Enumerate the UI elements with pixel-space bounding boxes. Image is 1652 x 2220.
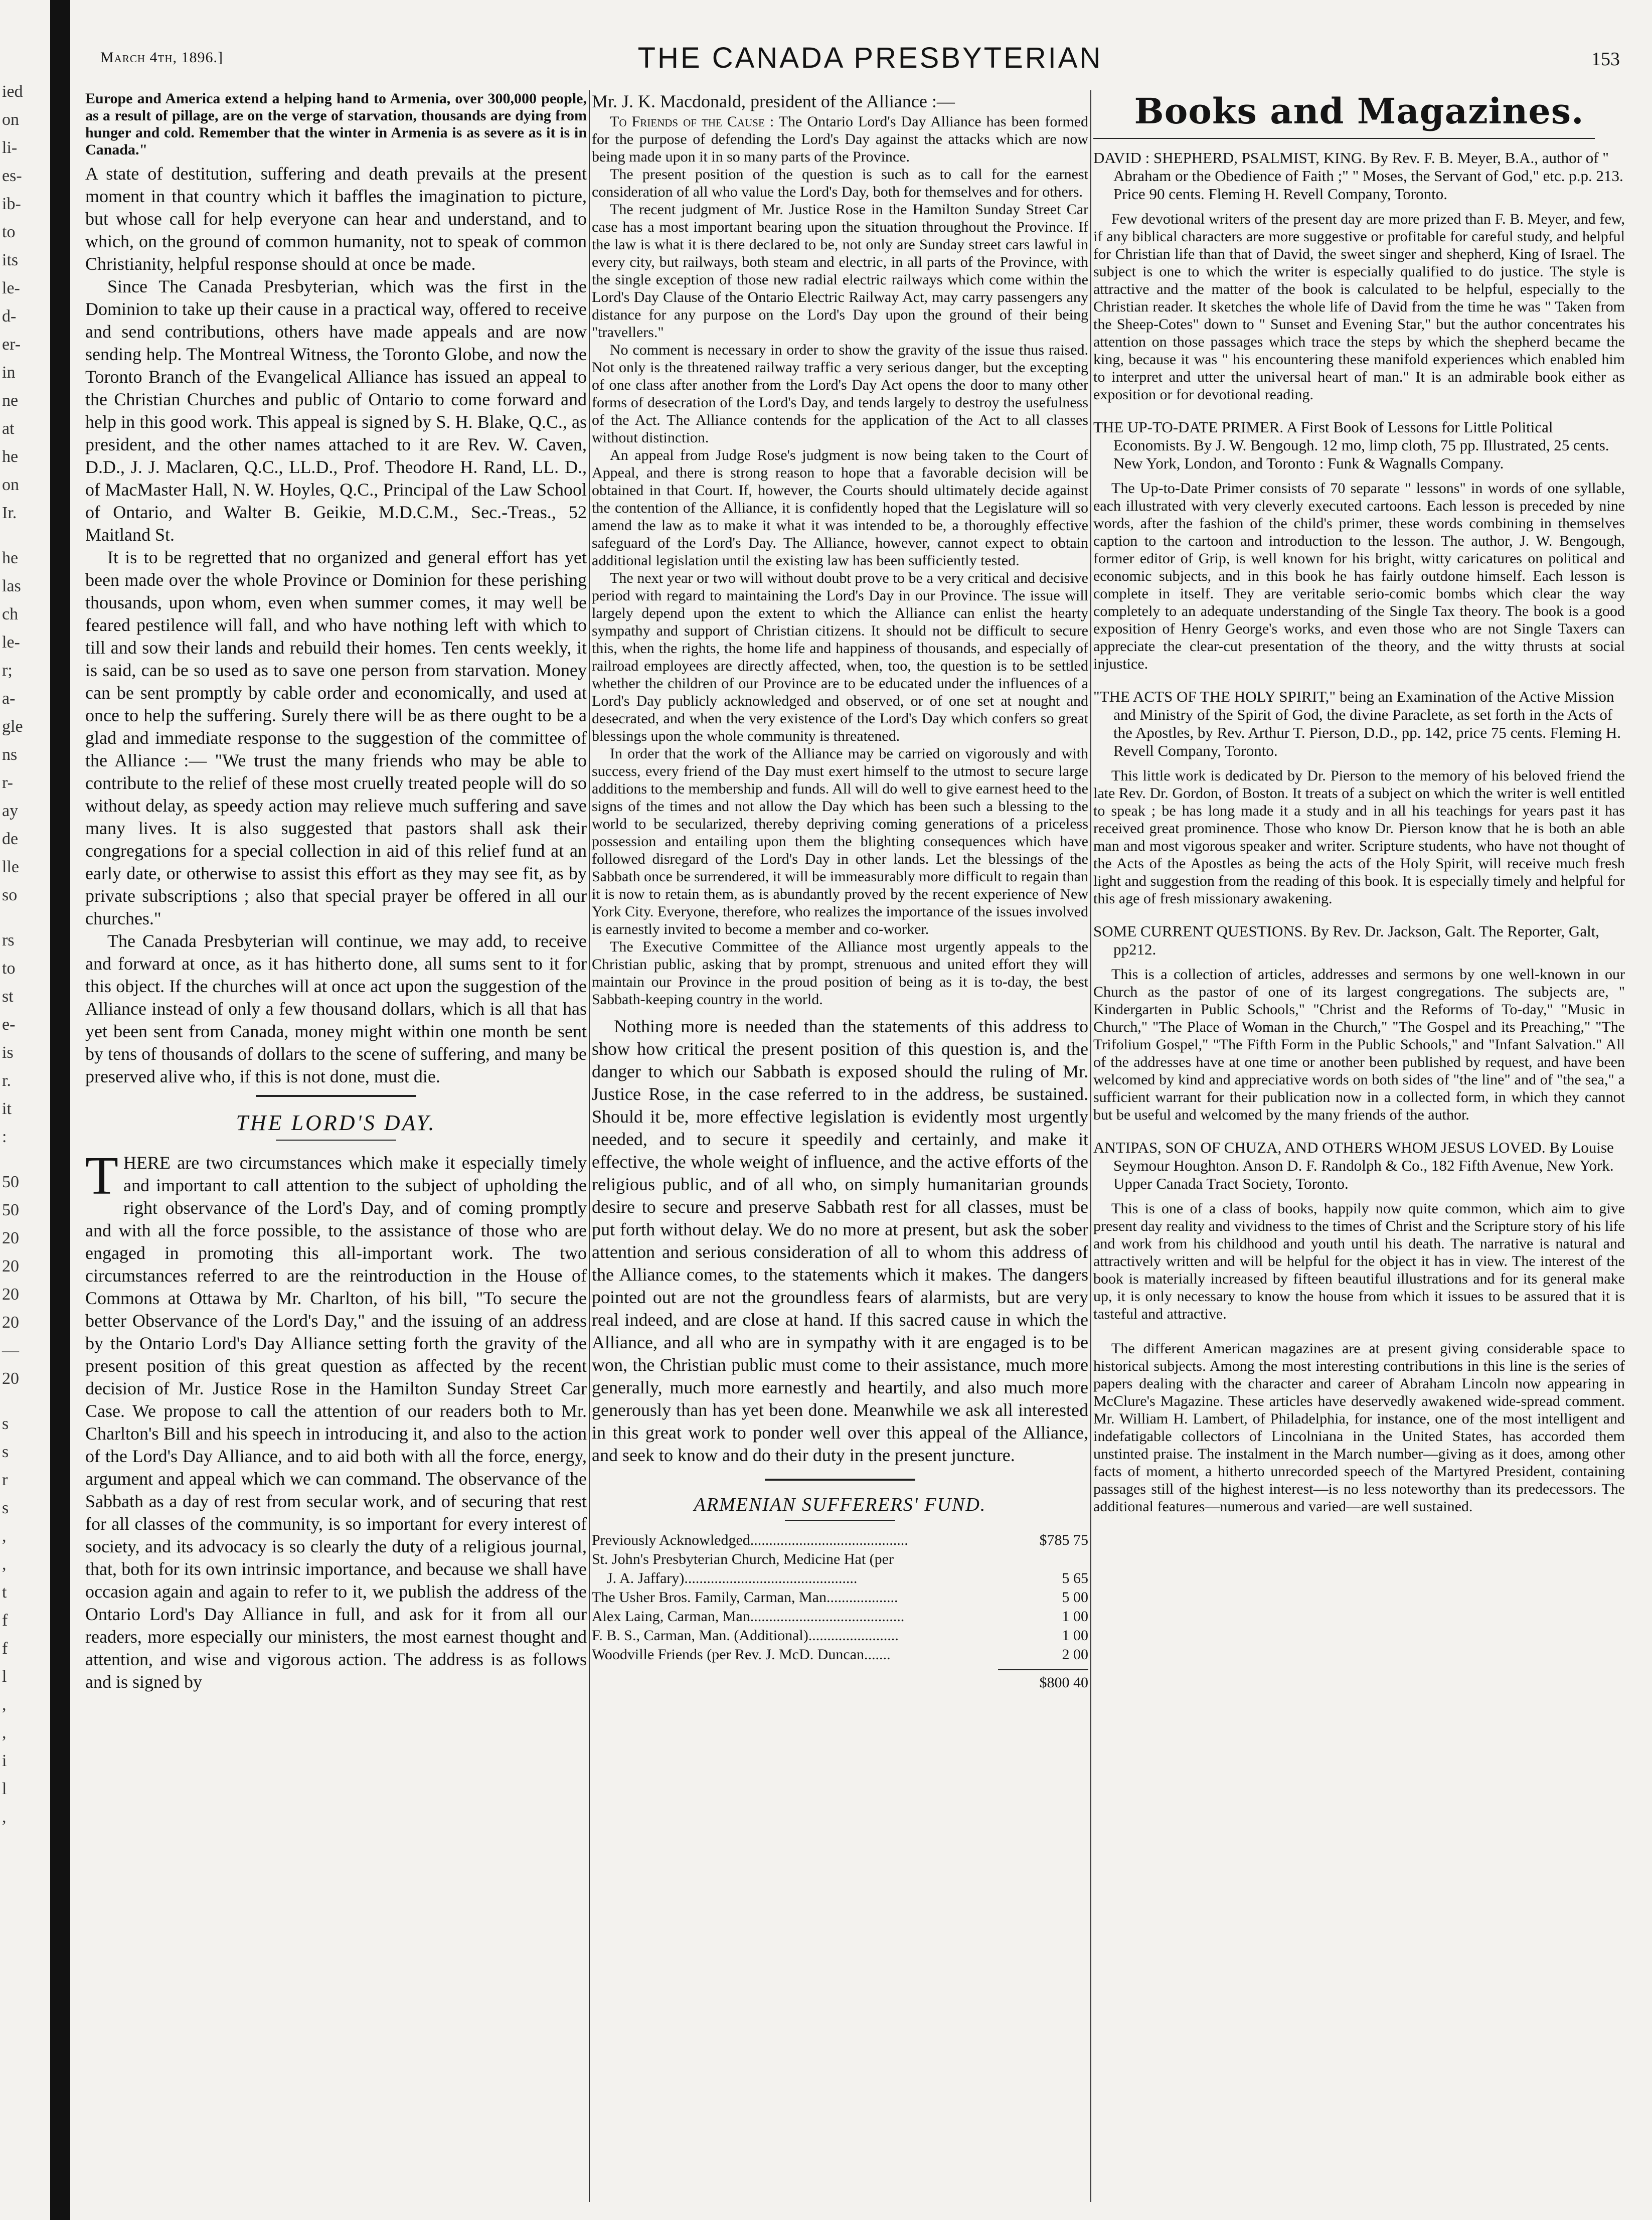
armenia-paragraph: Since The Canada Presbyterian, which was the first in the Dominion to take up their cause in a practical way, offered to receive and send contributions, others have made appeals and are now sending help. The Montreal Witness, the Toronto Globe, and now the Toronto Branch of the Evangelical Alliance has issued an appeal to the Christian Churches and public of Ontario to come forward and help in this good work. This appeal is signed by S. H. Blake, Q.C., as president, and the other names attached to it are Rev. W. Caven, D.D., J. J. Maclaren, Q.C., LL.D., Prof. Theodore H. Rand, LL. D., of MacMaster Hall, N. W. Hoyles, Q.C., Principal of the Law School of Ontario, and Walter B. Geikie, M.D.C.M., Sec.-Treas., 52 Maitland St. bbox=[85, 276, 587, 545]
fund-row-amount: 1 00 bbox=[1062, 1608, 1088, 1625]
fund-row-amount: 1 00 bbox=[1062, 1627, 1088, 1644]
gutter-fragment: to bbox=[2, 223, 16, 241]
gutter-fragment: ied bbox=[2, 82, 23, 101]
gutter-fragment: le- bbox=[2, 633, 20, 652]
gutter-fragment: , bbox=[2, 1723, 7, 1742]
gutter-fragment: er- bbox=[2, 335, 21, 354]
heading-underline bbox=[785, 1520, 895, 1521]
book-review-text: This little work is dedicated by Dr. Pierson to the memory of his beloved friend the late Rev. Dr. Gordon, of Boston. It treats of a subject on which the writer is well entitled to speak ; be has long made it a study and in all his teachings for years past it has received great prominence. Those who know Dr. Pierson know that he is both an able man and most vigorous speaker and writer. Scripture students, who have not thought of the Acts of the Apostles as being the acts of the Holy Spirit, will receive much fresh light and suggestion from the reading of this book. It is especially timely and helpful for this age of fresh missionary awakening. bbox=[1093, 767, 1625, 907]
lords-day-heading: THE LORD'S DAY. bbox=[236, 1111, 436, 1135]
gutter-fragment: r bbox=[2, 1471, 8, 1489]
book-review-text: This is a collection of articles, addresses and sermons by one well-known in our Church as the pastor of one of its largest congregations. The subjects are, " Kindergarten in Public Schools," "Christ and the Reforms of To-day," "Music in Church," "The Place of Woman in the Church," "The Gospel and its Preaching," "The Trifolium Gospel," "The Fifth Form in the Public Schools," and "Infant Salvation." All of the addresses have at one time or another been published by request, and have been welcomed by kind and appreciative words on both sides of "the line" and of "the sea," a sufficient warrant for their publication now in a collected form, in which they cannot but be useful and welcomed by the many friends of the author. bbox=[1093, 966, 1625, 1123]
gutter-fragment: f bbox=[2, 1611, 8, 1630]
gutter-fragment: its bbox=[2, 251, 19, 269]
address-paragraph: No comment is necessary in order to show the gravity of the issue thus raised. Not only is the threatened railway traffic a very serious danger, but the excepting of one class after another from the Lord's Day Act opens the door to many other forms of desecration of the Lord's Day, and tends largely to destroy the usefulness of the Act. The Alliance contends for the application of the Act to all classes without distinction. bbox=[592, 342, 1088, 446]
section-divider bbox=[256, 1095, 416, 1097]
gutter-fragment: it bbox=[2, 1099, 12, 1118]
gutter-fragment: s bbox=[2, 1443, 9, 1461]
fund-row bbox=[592, 1550, 1088, 1569]
gutter-fragment: s bbox=[2, 1499, 9, 1517]
gutter-fragment: d- bbox=[2, 307, 17, 326]
gutter-fragment: rs bbox=[2, 931, 15, 949]
fund-row-amount: 5 00 bbox=[1062, 1589, 1088, 1606]
fund-row-label: Previously Acknowledged.......................................... bbox=[592, 1532, 908, 1548]
book-title: THE UP-TO-DATE PRIMER. A First Book of Lessons for Little Political Economists. By J. W. Bengough. 12 mo, limp cloth, 75 pp. Illustrated, 25 cents. New York, London, and Toronto : Funk & Wagnalls Company. bbox=[1093, 418, 1609, 472]
gutter-fragment: r- bbox=[2, 773, 13, 792]
running-header bbox=[100, 41, 1640, 81]
gutter-fragment: 20 bbox=[2, 1285, 19, 1304]
gutter-fragment: 20 bbox=[2, 1257, 19, 1276]
gutter-fragment: l bbox=[2, 1667, 7, 1686]
gutter-fragment: he bbox=[2, 549, 19, 567]
fund-row-amount bbox=[1028, 1550, 1088, 1569]
total-rule bbox=[998, 1669, 1088, 1670]
fund-row-label: F. B. S., Carman, Man. (Additional)........................ bbox=[592, 1627, 899, 1644]
gutter-fragment: , bbox=[2, 1555, 7, 1573]
gutter-fragment: li- bbox=[2, 138, 18, 157]
salutation: To Friends of the Cause : bbox=[610, 113, 774, 130]
gutter-fragment: ib- bbox=[2, 195, 21, 213]
book-reviews bbox=[1093, 149, 1625, 1323]
gutter-fragment: , bbox=[2, 1527, 7, 1545]
fund-row-label: J. A. Jaffary).............................................. bbox=[607, 1570, 858, 1587]
lords-day-intro bbox=[85, 1146, 587, 1693]
gutter-fragment: las bbox=[2, 577, 21, 595]
gutter-fragment: is bbox=[2, 1043, 14, 1062]
fund-row-label: The Usher Bros. Family, Carman, Man................... bbox=[592, 1589, 898, 1606]
fund-row bbox=[592, 1531, 1088, 1550]
gutter-fragment: , bbox=[2, 1808, 7, 1826]
gutter-fragment: , bbox=[2, 1695, 7, 1714]
fund-row bbox=[592, 1607, 1088, 1626]
address-paragraph: The next year or two will without doubt prove to be a very critical and decisive period with regard to maintaining the Lord's Day in our Province. The issue will largely depend upon the extent to which the Alliance can enlist the hearty sympathy and support of Christian citizens. It should not be difficult to secure this, when the rights, the home life and happiness of thousands, and especially of railroad employees are directly affected, when, too, the question is to be settled whether the children of our Province are to be educated under the influences of a Lord's Day publicly acknowledged and observed, or of one set at nought and desecrated, and when the very existence of the Lord's Day which confers so great blessings upon the whole community is threatened. bbox=[592, 570, 1088, 744]
gutter-fragment: Ir. bbox=[2, 504, 17, 522]
armenia-paragraph: It is to be regretted that no organized and general effort has yet been made over the whole Province or Dominion for these perishing thousands, upon whom, even when summer comes, it may well be feared pestilence will fall, and who have nothing left with which to till and sow their lands and rebuild their homes. Ten cents weekly, it is said, can be so used as to save one person from starvation. Money can be sent promptly by cable order and economically, and used at once to help the suffering. Surely there will be as there ought to be a glad and immediate response to the suggestion of the committee of the Alliance :— "We trust the many friends who may be able to contribute to the relief of these most cruelly treated people will do so without delay, as speedy action may relieve much suffering and save many lives. It is also suggested that pastors shall ask their congregations for a special collection in aid of this relief fund at an early date, or otherwise to assist this effort as they may see fit, as by private subscriptions ; also that special prayer be offered in all our churches." bbox=[85, 547, 587, 928]
gutter-fragment: in bbox=[2, 363, 16, 382]
fund-row-amount: 5 65 bbox=[1062, 1570, 1088, 1587]
gutter-fragment: ns bbox=[2, 745, 18, 764]
gutter-fragment: 20 bbox=[2, 1313, 19, 1332]
fund-row bbox=[592, 1588, 1088, 1607]
gutter-fragment: at bbox=[2, 419, 15, 438]
fund-total: $800 40 bbox=[1039, 1674, 1088, 1691]
editorial-paragraph: Nothing more is needed than the statements of this address to show how critical the present position of this question is, and the danger to which our Sabbath is exposed should the ruling of Mr. Justice Rose, in the case referred to in the address, be sustained. Should it be, more effective legislation is evidently most urgently needed, and to secure it speedily and certainly, and make it effective, the whole weight of influence, and the active efforts of the religious public, and of all who, on simply humanitarian grounds desire to secure and preserve Sabbath rest for all classes, must be put forth without delay. We do no more at present, but ask the sober attention and serious consideration of all to whom this address of the Alliance comes, to the statements which it makes. The dangers pointed out are not the groundless fears of alarmists, but are very real indeed, and are close at hand. If this sacred cause in which the Alliance, and all who are in sympathy with it are engaged is to be won, the Christian public must come to their assistance, much more generally, much more earnestly and heartily, and also much more generously than has yet been done. Meanwhile we ask all interested in this great work to ponder well over this appeal of the Alliance, and seek to know and do their duty in the present juncture. bbox=[592, 1016, 1088, 1465]
gutter-fragment: on bbox=[2, 110, 19, 129]
title-rule bbox=[1093, 138, 1595, 139]
left-gutter bbox=[0, 0, 46, 2220]
gutter-fragment: l bbox=[2, 1780, 7, 1798]
column-rule bbox=[589, 90, 590, 2202]
column-rule bbox=[1090, 90, 1091, 2202]
drop-cap: T bbox=[85, 1146, 118, 1206]
section-divider bbox=[765, 1479, 915, 1481]
address-intro: Mr. J. K. Macdonald, president of the Alliance :— bbox=[592, 91, 955, 111]
fund-row bbox=[592, 1645, 1088, 1664]
armenia-paragraph: The Canada Presbyterian will continue, we may add, to receive and forward at once, as it has hitherto done, all sums sent to it for this object. If the churches will at once act upon the suggestion of the Alliance instead of only a few thousand dollars, which is all that has yet been sent from Canada, money might within one month be sent by tens of thousands of dollars to the scene of suffering, and many be preserved alive who, if this is not done, must die. bbox=[85, 931, 587, 1086]
fund-row bbox=[592, 1626, 1088, 1645]
gutter-fragment: ch bbox=[2, 605, 19, 623]
gutter-fragment: f bbox=[2, 1639, 8, 1658]
book-title: ANTIPAS, SON OF CHUZA, AND OTHERS WHOM JESUS LOVED. By Louise Seymour Houghton. Anson D. F. Randolph & Co., 182 Fifth Avenue, New York. Upper Canada Tract Society, Toronto. bbox=[1093, 1139, 1614, 1192]
book-title: DAVID : SHEPHERD, PSALMIST, KING. By Rev. F. B. Meyer, B.A., author of " Abraham or the Obedience of Faith ;" " Moses, the Servant of God," etc. p.p. 213. Price 90 cents. Fleming H. Revell Company, Toronto. bbox=[1093, 149, 1623, 203]
armenia-lead: Europe and America extend a helping hand to Armenia, over 300,000 people, as a result of pillage, are on the verge of starvation, thousands are dying from hunger and cold. Remember that the winter in Armenia is as severe as it is in Canada." bbox=[85, 90, 587, 158]
gutter-fragment: — bbox=[2, 1341, 19, 1360]
gutter-fragment: r. bbox=[2, 1071, 11, 1090]
gutter-fragment: : bbox=[2, 1128, 7, 1146]
address-paragraph: To Friends of the Cause : The Ontario Lord's Day Alliance has been formed for the purpose of defending the Lord's Day against the attacks which are now being made upon it in so many parts of the Province. bbox=[592, 113, 1088, 165]
books-section-title: Books and Magazines. bbox=[1134, 90, 1584, 132]
book-review-text: This is one of a class of books, happily now quite common, which aim to give present day reality and vividness to the times of Christ and the Scripture story of his life and work from his childhood and youth until his death. The narrative is natural and attractively written and will be helpful for the object it has in view. The interest of the book is materially increased by fifteen beautiful illustrations and for its general make up, it is only necessary to know the house from which it issues to be assured that it is tasteful and attractive. bbox=[1093, 1200, 1625, 1322]
gutter-fragment: st bbox=[2, 987, 14, 1006]
gutter-fragment: s bbox=[2, 1414, 9, 1433]
binding-shadow bbox=[50, 0, 70, 2220]
gutter-fragment: ay bbox=[2, 802, 19, 820]
fund-heading: ARMENIAN SUFFERERS' FUND. bbox=[694, 1494, 986, 1515]
column-2 bbox=[592, 90, 1088, 1691]
address-paragraph: The Executive Committee of the Alliance most urgently appeals to the Christian public, asking that by prompt, strenuous and united effort they will maintain our Province in the proud position of being as it is to-day, the best Sabbath-keeping country in the world. bbox=[592, 938, 1088, 1008]
gutter-fragment: a- bbox=[2, 689, 16, 708]
fund-row-label: St. John's Presbyterian Church, Medicine Hat (per bbox=[592, 1551, 894, 1567]
address-paragraph: The recent judgment of Mr. Justice Rose in the Hamilton Sunday Street Car case has a most important bearing upon the situation throughout the Province. If the law is what it is there declared to be, not only are Sunday street cars lawful in every city, but railways, both steam and electric, in all parts of the Province, with the single exception of those new radial electric railways which come within the Lord's Day Clause of the Ontario Electric Railway Act, may carry passengers any distance for any purpose on the Lord's Day upon the ground of their being "travellers." bbox=[592, 201, 1088, 341]
gutter-fragment: lle bbox=[2, 858, 19, 876]
book-review-text: Few devotional writers of the present day are more prized than F. B. Meyer, and few, if any biblical characters are more suggestive or profitable for careful study, and helpful for Christian life than that of David, the sweet singer and shepherd, King of Israel. The subject is one to which the writer is especially qualified to do justice. The style is attractive and the matter of the book is calculated to be helpful, especially to the Christian reader. It sketches the whole life of David from the time he was " Taken from the Sheep-Cotes" down to " Sunset and Evening Star," but the author concentrates his attention on those passages which trace the steps by which the shepherd became the king, because it was " his encountering these manifold experiences which enabled him to interpret and utter the universal heart of man." It is an admirable book either as exposition or for devotional reading. bbox=[1093, 211, 1625, 403]
address-paragraph: In order that the work of the Alliance may be carried on vigorously and with success, every friend of the Day must exert himself to the utmost to secure large additions to the membership and funds. All will do well to give earnest heed to the signs of the times and not allow the Day which has been such a blessing to the world to be secularized, thereby depriving coming generations of a priceless possession and entailing upon them the blighting consequences which have followed disregard of the Lord's Day in other lands. Let the blessings of the Sabbath once be surrendered, it will be immeasurably more difficult to regain than it is now to retain them, as is abundantly proved by the recent experience of New York City. Everyone, therefore, who realizes the importance of the issues involved is earnestly invited to become a member and co-worker. bbox=[592, 745, 1088, 937]
gutter-fragment: le- bbox=[2, 279, 20, 297]
page-number: 153 bbox=[1591, 49, 1620, 70]
gutter-fragment: to bbox=[2, 959, 16, 978]
gutter-fragment: ne bbox=[2, 391, 19, 410]
heading-underline bbox=[276, 1140, 396, 1141]
book-review-text: The Up-to-Date Primer consists of 70 separate " lessons" in words of one syllable, each illustrated with very cleverly executed cartoons. Each lesson is preceded by nine words, after the fashion of the child's primer, these words combining in themselves caption to the cartoon and introduction to the lesson. The author, J. W. Bengough, former editor of Grip, is well known for his bright, witty caricatures on political and economic subjects, and in this book he has fairly outdone himself. Each lesson is complete in itself. They are veritable serio-comic bombs which clear the way completely to an adequate understanding of the Single Tax theory. The book is a good exposition of Henry George's works, and even those who are not Single Taxers can appreciate the clear-cut presentation of the theory, and the witty thrusts at social injustice. bbox=[1093, 480, 1625, 672]
fund-row-amount: $785 75 bbox=[1039, 1532, 1088, 1548]
column-1 bbox=[85, 90, 587, 1693]
gutter-fragment: 50 bbox=[2, 1201, 19, 1219]
gutter-fragment: e- bbox=[2, 1015, 16, 1034]
book-title: SOME CURRENT QUESTIONS. By Rev. Dr. Jackson, Galt. The Reporter, Galt, pp212. bbox=[1093, 922, 1600, 958]
gutter-fragment: on bbox=[2, 475, 19, 494]
gutter-fragment: he bbox=[2, 447, 19, 466]
book-title: "THE ACTS OF THE HOLY SPIRIT," being an Examination of the Active Mission and Ministry of the Spirit of God, the divine Paraclete, as set forth in the Acts of the Apostles, by Rev. Arthur T. Pierson, D.D., pp. 142, price 75 cents. Fleming H. Revell Company, Toronto. bbox=[1093, 688, 1621, 759]
gutter-fragment: 20 bbox=[2, 1229, 19, 1247]
gutter-fragment: de bbox=[2, 830, 19, 848]
fund-list bbox=[592, 1531, 1088, 1664]
fund-row-amount: 2 00 bbox=[1062, 1646, 1088, 1663]
fund-row-label: Woodville Friends (per Rev. J. McD. Duncan....... bbox=[592, 1646, 891, 1663]
issue-date: March 4th, 1896.] bbox=[100, 49, 224, 66]
gutter-fragment: es- bbox=[2, 167, 22, 185]
gutter-fragment: 50 bbox=[2, 1173, 19, 1191]
lords-day-paragraph: HERE are two circumstances which make it especially timely and important to call attention to the subject of upholding the right observance of the Lord's Day, and of coming promptly and with all the force possible, to the assistance of those who are engaged in promoting this all-important work. The two circumstances referred to are the reintroduction in the House of Commons at Ottawa by Mr. Charlton, of his bill, "To secure the better Observance of the Lord's Day," and the issuing of an address by the Ontario Lord's Day Alliance setting forth the gravity of the present position of this great question as affected by the recent decision of Mr. Justice Rose in the Hamilton Sunday Street Car Case. We propose to call the attention of our readers both to Mr. Charlton's Bill and his speech in introducing it, and also to the action of the Lord's Day Alliance, and to aid both with all the force, energy, argument and appeal which we can command. The observance of the Sabbath as a day of rest from secular work, and of securing that rest for all classes of the community, is so important for every interest of society, and its advocacy is so clearly the duty of a religious journal, that, both for its own intrinsic importance, and because we shall have occasion again and again to refer to it, we publish the address of the Ontario Lord's Day Alliance in full, and ask for it from all our readers, more especially our ministers, the most earnest thought and attention, and wise and vigorous action. The address is as follows and is signed by bbox=[85, 1153, 587, 1692]
magazines-paragraph: The different American magazines are at present giving considerable space to historical subjects. Among the most interesting contributions in this line is the series of papers dealing with the character and career of Abraham Lincoln now appearing in McClure's Magazine. These articles have deservedly awakened wide-spread comment. Mr. William H. Lambert, of Philadelphia, for instance, one of the most intelligent and indefatigable collectors of Lincolniana in the United States, has accorded them unstinted praise. The instalment in the March number—giving as it does, among other facts of moment, a hitherto unrecorded speech of the Martyred President, containing passages still of the highest interest—is no less noteworthy than its predecessors. The additional features—numerous and varied—are well sustained. bbox=[1093, 1340, 1625, 1515]
address-paragraph: An appeal from Judge Rose's judgment is now being taken to the Court of Appeal, and there is strong reason to hope that a favorable decision will be obtained in that Court. If, however, the Courts should ultimately decide against the contention of the Alliance, it is confidently hoped that the Legislature will so amend the law as to make it what it was intended to be, a thoroughly effective safeguard of the Lord's Day. The Alliance, however, cannot expect to obtain additional legislation until the existing law has been sufficiently tested. bbox=[592, 447, 1088, 569]
fund-row bbox=[592, 1569, 1088, 1588]
gutter-fragment: 20 bbox=[2, 1369, 19, 1388]
masthead-title: THE CANADA PRESBYTERIAN bbox=[637, 42, 1103, 74]
armenia-paragraph: A state of destitution, suffering and death prevails at the present moment in that country which it baffles the imagination to picture, but whose call for help everyone can hear and understand, and to which, on the ground of common humanity, not to speak of common Christianity, helpful response should at once be made. bbox=[85, 164, 587, 274]
gutter-fragment: so bbox=[2, 886, 18, 904]
column-3 bbox=[1093, 90, 1625, 1515]
address-paragraph: The present position of the question is such as to call for the earnest consideration of all who value the Lord's Day, both for themselves and for others. bbox=[592, 166, 1088, 200]
gutter-fragment: t bbox=[2, 1583, 7, 1602]
gutter-fragment: gle bbox=[2, 717, 23, 736]
gutter-fragment: i bbox=[2, 1752, 7, 1770]
fund-row-label: Alex Laing, Carman, Man......................................... bbox=[592, 1608, 905, 1625]
gutter-fragment: r; bbox=[2, 661, 13, 680]
